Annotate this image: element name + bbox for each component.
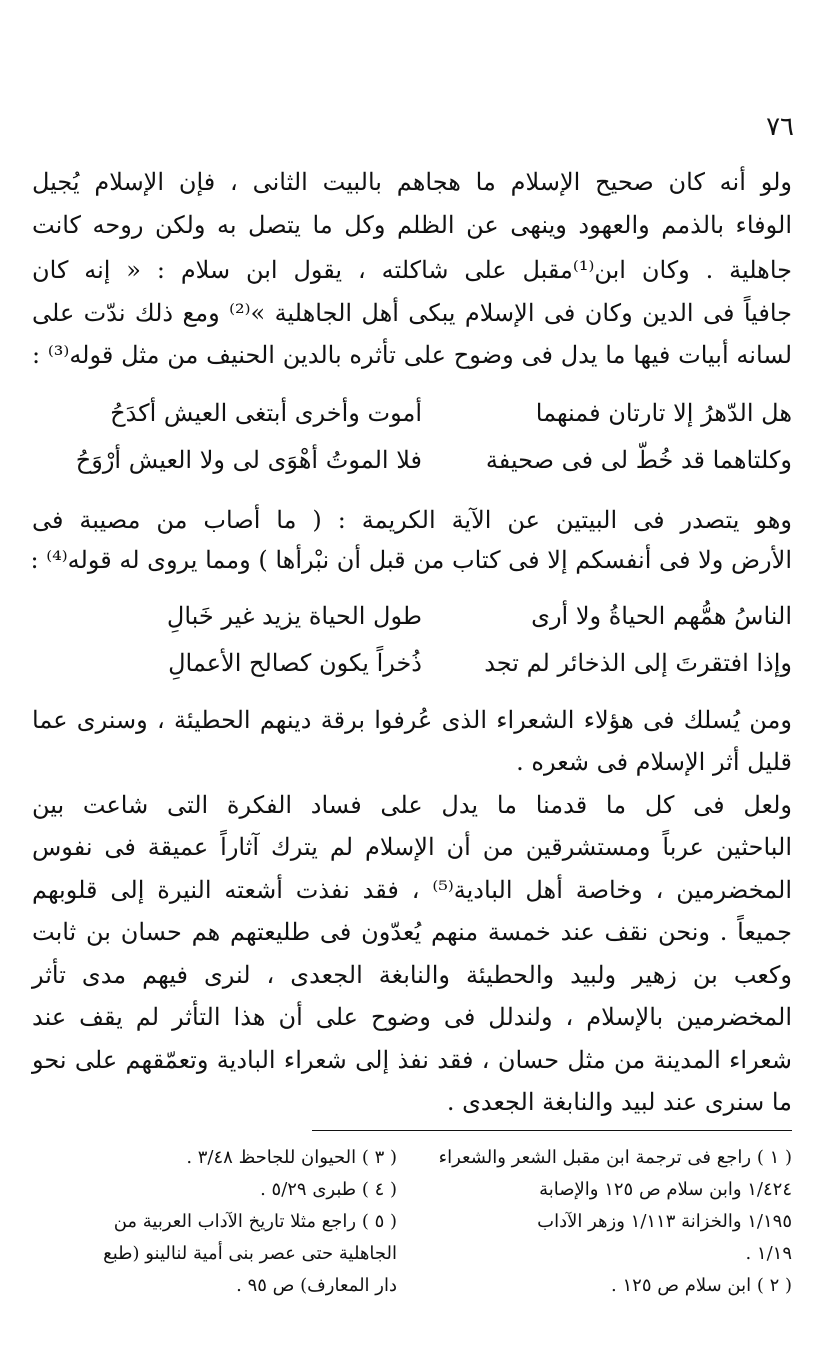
verse-hemistich: ذُخراً يكون كصالح الأعمالِ: [168, 649, 422, 677]
text-line: المخضرمين بالإسلام ، ولندلل فى وضوح على أن هذا التأثر لم يقف عند: [32, 1003, 792, 1031]
page-number: ٧٦: [766, 112, 794, 142]
text-line: ولعل فى كل ما قدمنا ما يدل على فساد الفكرة التى شاعت بين: [32, 791, 792, 819]
text-line: ولو أنه كان صحيح الإسلام ما هجاهم بالبيت الثانى ، فإن الإسلام يُجيل: [32, 168, 792, 196]
footnote-line: ( ٢ ) ابن سلام ص ١٢٥ .: [611, 1275, 792, 1296]
text-line: ما سنرى عند لبيد والنابغة الجعدى .: [446, 1088, 792, 1116]
verse-hemistich: وكلتاهما قد خُطّ لى فى صحيفة: [485, 446, 792, 474]
footnote-line: ( ٤ ) طبرى ٥/٢٩ .: [260, 1179, 397, 1200]
text-line: لسانه أبيات فيها ما يدل فى وضوح على تأثره بالدين الحنيف من مثل قوله⁽³⁾ :: [32, 341, 793, 369]
text-line: وهو يتصدر فى البيتين عن الآية الكريمة : ( ما أصاب من مصيبة فى: [32, 506, 792, 534]
text-line: الوفاء بالذمم والعهود وينهى عن الظلم وكل ما يتصل به ولكن روحه كانت: [32, 211, 792, 239]
footnote-line: ١/١٩ .: [745, 1243, 792, 1264]
text-line: وكعب بن زهير ولبيد والحطيئة والنابغة الجعدى ، لنرى فيهم مدى تأثر: [32, 961, 792, 989]
verse-hemistich: فلا الموتُ أهْوَى لى ولا العيش أرْوَحُ: [75, 446, 422, 474]
verse-hemistich: هل الدّهرُ إلا تارتان فمنهما: [535, 399, 792, 427]
footnote-line: ( ٥ ) راجع مثلا تاريخ الآداب العربية من: [113, 1211, 397, 1232]
footnote-line: ١/٤٢٤ وابن سلام ص ١٢٥ والإصابة: [539, 1179, 792, 1200]
text-line: الأرض ولا فى أنفسكم إلا فى كتاب من قبل أن نبْرأها ) ومما يروى له قوله⁽⁴⁾ :: [30, 546, 792, 574]
footnote-line: ( ٣ ) الحيوان للجاحظ ٣/٤٨ .: [186, 1147, 397, 1168]
footnote-line: ١/١٩٥ والخزانة ١/١١٣ وزهر الآداب: [537, 1211, 792, 1232]
verse-hemistich: أموت وأخرى أبتغى العيش أكدَحُ: [110, 399, 422, 427]
text-line: جافياً فى الدين وكان فى الإسلام يبكى أهل الجاهلية »⁽²⁾ ومع ذلك ندّت على: [32, 299, 792, 327]
verse-hemistich: طول الحياة يزيد غير خَبالِ: [166, 602, 422, 630]
text-line: ومن يُسلك فى هؤلاء الشعراء الذى عُرفوا برقة دينهم الحطيئة ، وسنرى عما: [32, 706, 792, 734]
text-line: جاهلية . وكان ابن⁽¹⁾مقبل على شاكلته ، يقول ابن سلام : « إنه كان: [32, 256, 792, 284]
text-line: شعراء المدينة من مثل حسان ، فقد نفذ إلى شعراء البادية وتعمّقهم على نحو: [32, 1046, 792, 1074]
text-line: المخضرمين ، وخاصة أهل البادية⁽⁵⁾ ، فقد نفذت أشعته النيرة إلى قلوبهم: [32, 876, 792, 904]
footnote-line: الجاهلية حتى عصر بنى أمية لنالينو (طبع: [103, 1243, 397, 1264]
verse-hemistich: الناسُ همُّهم الحياةُ ولا أرى: [531, 602, 792, 630]
text-line: الباحثين عرباً ومستشرقين من أن الإسلام لم يترك آثاراً عميقة فى نفوس: [32, 833, 792, 861]
footnote-divider: [312, 1130, 792, 1131]
footnote-line: ( ١ ) راجع فى ترجمة ابن مقبل الشعر والشعراء: [438, 1147, 792, 1168]
verse-hemistich: وإذا افتقرتَ إلى الذخائر لم تجد: [484, 649, 792, 677]
footnote-line: دار المعارف) ص ٩٥ .: [236, 1275, 397, 1296]
text-line: قليل أثر الإسلام فى شعره .: [516, 748, 792, 776]
text-line: جميعاً . ونحن نقف عند خمسة منهم يُعدّون فى طليعتهم هم حسان بن ثابت: [32, 918, 792, 946]
